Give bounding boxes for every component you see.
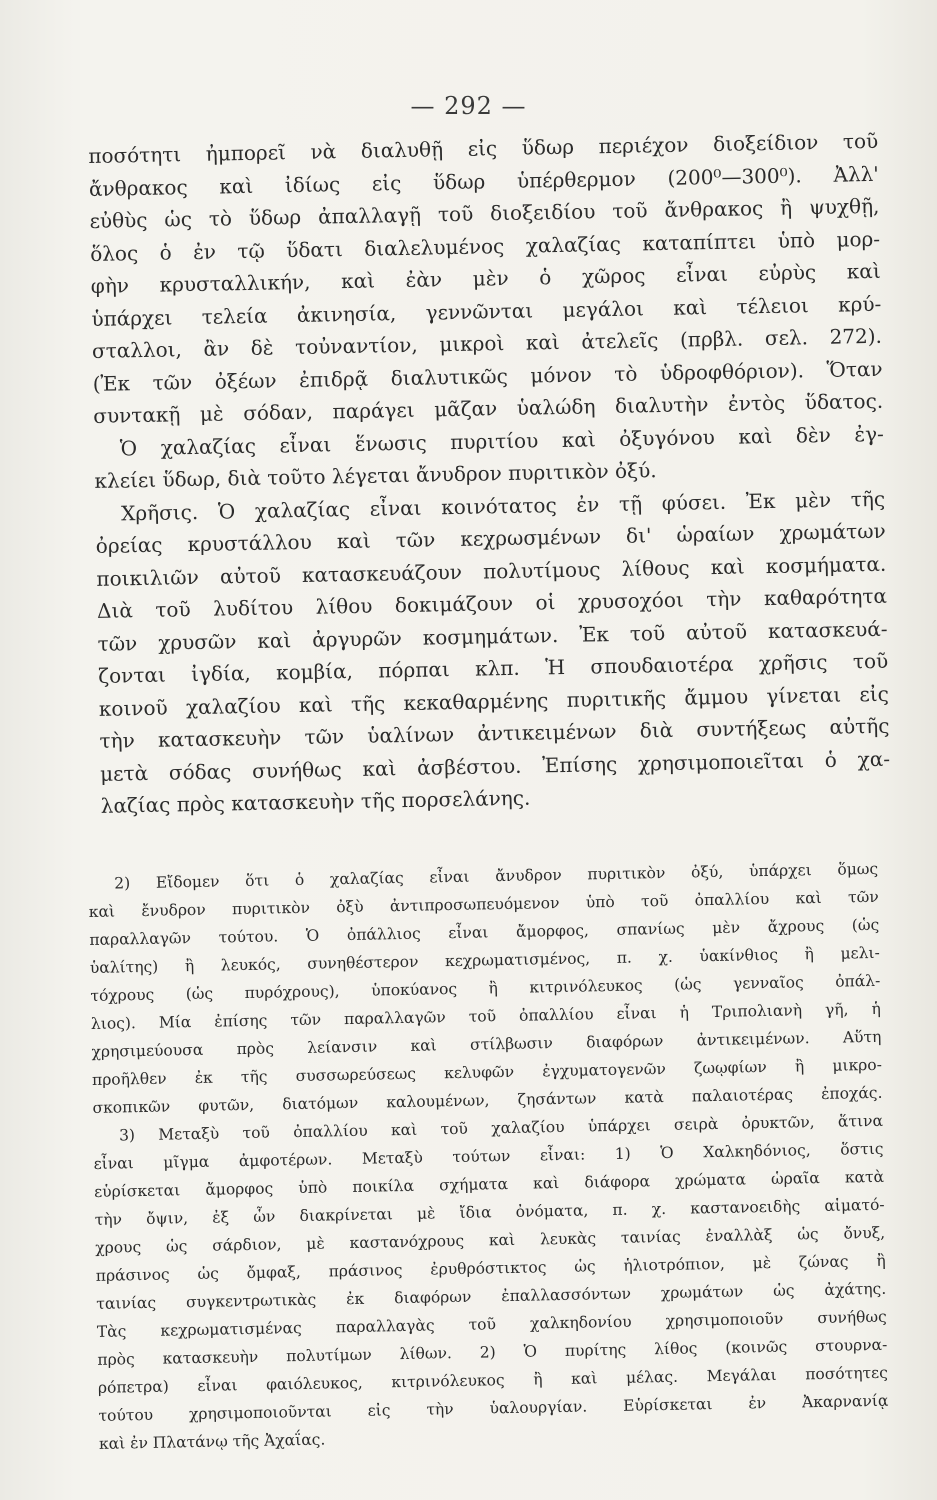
text-line: μετὰ σόδας συνήθως καὶ ἀσβέστου. Ἐπίσης χρησιμοποιεῖται ὁ χα- [99, 746, 891, 786]
footnote-line: τὴν ὄψιν, ἐξ ὧν διακρίνεται μὲ ἴδια ὀνόματα, π. χ. καστανοειδὴς αἱματό- [94, 1195, 885, 1229]
text-line: σταλλοι, ἂν δὲ τοὐναντίον, μικροὶ καὶ ἀτελεῖς (πρβλ. σελ. 272). [91, 323, 883, 363]
footnote-line: εἶναι μῖγμα ἀμφοτέρων. Μεταξὺ τούτων εἶναι: 1) Ὁ Χαλκηδόνιος, ὅστις [93, 1139, 884, 1173]
footnote-line: 3) Μεταξὺ τοῦ ὀπαλλίου καὶ τοῦ χαλαζίου ὑπάρχει σειρὰ ὀρυκτῶν, ἅτινα [118, 1111, 884, 1145]
text-line: φὴν κρυσταλλικήν, καὶ ἐὰν μὲν ὁ χῶρος εἶναι εὐρὺς καὶ [90, 258, 881, 298]
footnote-line: καὶ ἔνυδρον πυριτικὸν ὀξὺ ἀντιπροσωπευόμενον ὑπὸ τοῦ ὀπαλλίου καὶ τῶν [88, 887, 879, 921]
text-line: Διὰ τοῦ λυδίτου λίθου δοκιμάζουν οἱ χρυσοχόοι τὴν καθαρότητα [96, 583, 888, 623]
text-line: (Ἐκ τῶν ὀξέων ἐπιδρᾷ διαλυτικῶς μόνον τὸ ὑδροφθόριον). Ὅταν [92, 356, 883, 396]
footnote-line: καὶ ἐν Πλατάνῳ τῆς Ἀχαΐας. [98, 1430, 326, 1453]
text-line: κοινοῦ χαλαζίου καὶ τῆς κεκαθαρμένης πυριτικῆς ἄμμου γίνεται εἰς [98, 681, 889, 721]
footnotes [88, 855, 889, 1458]
main-paragraphs [88, 125, 891, 823]
text-line: τὴν κατασκευὴν τῶν ὑαλίνων ἀντικειμένων διὰ συντήξεως αὐτῆς [99, 713, 890, 753]
text-line: τῶν χρυσῶν καὶ ἀργυρῶν κοσμημάτων. Ἐκ τοῦ αὐτοῦ κατασκευά- [97, 616, 888, 656]
footnote-line: πρὸς κατασκευὴν πολυτίμων λίθων. 2) Ὁ πυρίτης λίθος (κοινῶς στουρνα- [97, 1335, 888, 1369]
text-line: Χρῆσις. Ὁ χαλαζίας εἶναι κοινότατος ἐν τῇ φύσει. Ἐκ μὲν τῆς [120, 486, 886, 525]
text-line: ὀρείας κρυστάλλου καὶ τῶν κεχρωσμένων δι' ὡραίων χρωμάτων [95, 518, 886, 558]
text-line: ὅλος ὁ ἐν τῷ ὕδατι διαλελυμένος χαλαζίας καταπίπτει ὑπὸ μορ- [89, 226, 881, 266]
footnote-line: ρόπετρα) εἶναι φαιόλευκος, κιτρινόλευκος ἢ καὶ μέλας. Μεγάλαι ποσότητες [97, 1363, 888, 1397]
footnote-line: Τὰς κεχρωματισμένας παραλλαγὰς τοῦ χαλκηδονίου χρησιμοποιοῦν συνήθως [96, 1307, 887, 1341]
footnote-line: χρους ὡς σάρδιον, μὲ καστανόχρους καὶ λευκὰς ταινίας ἐναλλὰξ ὡς ὄνυξ, [95, 1223, 886, 1257]
footnote-line: χρησιμεύουσα πρὸς λείανσιν καὶ στίλβωσιν διαφόρων ἀντικειμένων. Αὕτη [91, 1027, 882, 1061]
footnote-line: παραλλαγῶν τούτου. Ὁ ὀπάλλιος εἶναι ἄμορφος, σπανίως μὲν ἄχρους (ὡς [89, 915, 880, 949]
text-line: εὐθὺς ὡς τὸ ὕδωρ ἀπαλλαγῇ τοῦ διοξειδίου τοῦ ἄνθρακος ἢ ψυχθῇ, [89, 193, 880, 233]
text-line: ὑπάρχει τελεία ἀκινησία, γεννῶνται μεγάλοι καὶ τέλειοι κρύ- [91, 291, 882, 331]
footnote-line: σκοπικῶν φυτῶν, διατόμων καλουμένων, ζησάντων κατὰ παλαιοτέρας ἐποχάς. [92, 1083, 883, 1117]
page-number: — 292 — [410, 92, 527, 120]
footnote-line: ὑαλίτης) ἢ λευκός, συνηθέστερον κεχρωματισμένος, π. χ. ὑακίνθιος ἢ μελι- [89, 943, 880, 977]
footnote-line: πράσινος ὡς ὄμφαξ, πράσινος ἐρυθρόστικτος ὡς ἡλιοτρόπιον, μὲ ζώνας ἢ [95, 1251, 886, 1285]
text-line: ζονται ἰγδία, κομβία, πόρπαι κλπ. Ἡ σπουδαιοτέρα χρῆσις τοῦ [98, 648, 889, 688]
text-line: κλείει ὕδωρ, διὰ τοῦτο λέγεται ἄνυδρον πυριτικὸν ὀξύ. [94, 458, 657, 493]
footnote-line: τούτου χρησιμοποιοῦνται εἰς τὴν ὑαλουργίαν. Εὑρίσκεται ἐν Ἀκαρνανίᾳ [98, 1391, 889, 1425]
text-line: ἄνθρακος καὶ ἰδίως εἰς ὕδωρ ὑπέρθερμον (200⁰—300⁰). Ἀλλ' [88, 161, 880, 201]
text-line: ποικιλιῶν αὐτοῦ κατασκευάζουν πολυτίμους λίθους καὶ κοσμήματα. [96, 551, 887, 591]
main-text [88, 128, 891, 823]
text-line: Ὁ χαλαζίας εἶναι ἕνωσις πυριτίου καὶ ὀξυγόνου καὶ δὲν ἐγ- [119, 421, 885, 460]
footnote-line: λιος). Μία ἐπίσης τῶν παραλλαγῶν τοῦ ὀπαλλίου εἶναι ἡ Τριπολιανὴ γῆ, ἡ [90, 999, 881, 1033]
footnote-line: ταινίας συγκεντρωτικὰς ἐκ διαφόρων ἐπαλλασσόντων χρωμάτων ὡς ἀχάτης. [96, 1279, 887, 1313]
footnote-line: τόχρους (ὡς πυρόχρους), ὑποκύανος ἢ κιτρινόλευκος (ὡς γενναῖος ὀπάλ- [90, 971, 881, 1005]
footnote-line: εὑρίσκεται ἄμορφος ὑπὸ ποικίλα σχήματα καὶ διάφορα χρώματα ὡραῖα κατὰ [94, 1167, 885, 1201]
footnote-line: προῆλθεν ἐκ τῆς συσσωρεύσεως κελυφῶν ἐγχυματογενῶν ζωῳφίων ἢ μικρο- [91, 1055, 883, 1089]
text-line: ποσότητι ἠμπορεῖ νὰ διαλυθῇ εἰς ὕδωρ περιέχον διοξείδιον τοῦ [88, 128, 879, 168]
text-line: λαζίας πρὸς κατασκευὴν τῆς πορσελάνης. [100, 785, 531, 818]
footnote-line: 2) Εἴδομεν ὅτι ὁ χαλαζίας εἶναι ἄνυδρον πυριτικὸν ὀξύ, ὑπάρχει ὅμως [114, 859, 879, 893]
text-line: συντακῇ μὲ σόδαν, παράγει μᾶζαν ὑαλώδη διαλυτὴν ἐντὸς ὕδατος. [93, 388, 884, 428]
